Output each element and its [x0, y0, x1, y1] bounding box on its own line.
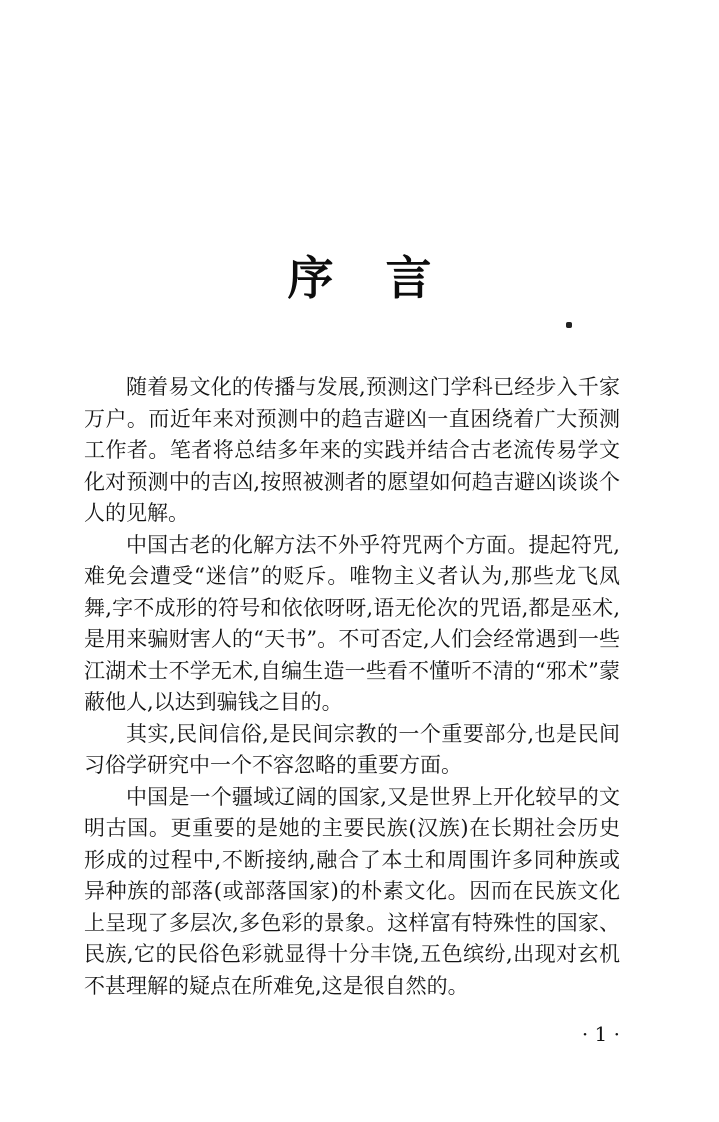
page-title: 序言 [287, 251, 484, 305]
paragraph-2: 中国古老的化解方法不外乎符咒两个方面。提起符咒,难免会遭受“迷信”的贬斥。唯物主义者认为,那些龙飞凤舞,字不成形的符号和依依呀呀,语无伦次的咒语,都是巫术,是用来骗财害人的“天书”。不可否定,人们会经常遇到一些江湖术士不学无术,自编生造一些看不懂听不清的“邪术”蒙蔽他人,以达到骗钱之目的。 [84, 532, 620, 714]
paragraph-3: 其实,民间信俗,是民间宗教的一个重要部分,也是民间习俗学研究中一个不容忽略的重要方面。 [84, 721, 620, 777]
paragraph-1: 随着易文化的传播与发展,预测这门学科已经步入千家万户。而近年来对预测中的趋吉避凶一直困绕着广大预测工作者。笔者将总结多年来的实践并结合古老流传易学文化对预测中的吉凶,按照被测者的愿望如何趋吉避凶谈谈个人的见解。 [84, 375, 620, 525]
ink-speck [566, 322, 572, 328]
body-text [84, 372, 620, 1002]
paragraph-4: 中国是一个疆域辽阔的国家,又是世界上开化较早的文明古国。更重要的是她的主要民族(汉族)在长期社会历史形成的过程中,不断接纳,融合了本土和周围许多同种族或异种族的部落(或部落国家)的朴素文化。因而在民族文化上呈现了多层次,多色彩的景象。这样富有特殊性的国家、民族,它的民俗色彩就显得十分丰饶,五色缤纷,出现对玄机不甚理解的疑点在所难免,这是很自然的。 [84, 784, 620, 998]
page-number: · 1 · [581, 1022, 620, 1046]
